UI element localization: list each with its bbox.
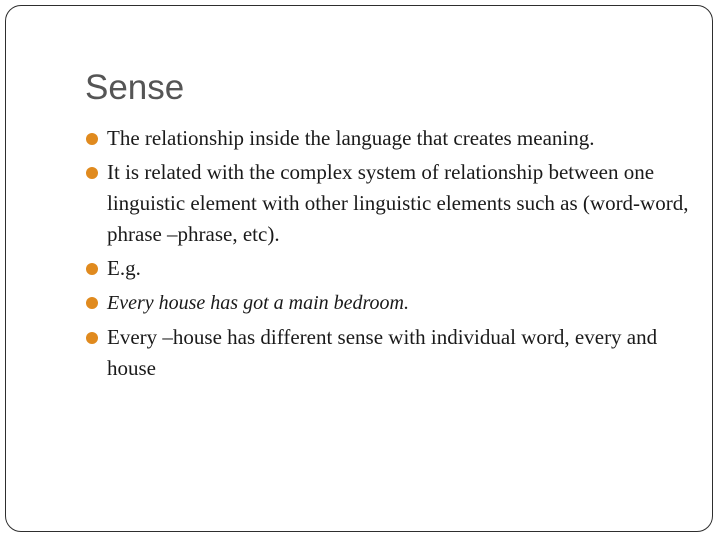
bullet-text: It is related with the complex system of relationship between one linguistic element with other linguistic elements such as (word-word, phrase –phrase, etc). (107, 160, 689, 246)
bullet-item (84, 322, 694, 384)
bullet-list (84, 123, 694, 387)
bullet-item (84, 287, 694, 319)
bullet-item (84, 157, 694, 250)
slide-title: Sense (85, 68, 185, 107)
bullet-dot-icon (86, 263, 98, 275)
bullet-item (84, 123, 694, 154)
bullet-dot-icon (86, 167, 98, 179)
bullet-text-example: Every house has got a main bedroom. (107, 292, 409, 314)
bullet-text: Every –house has different sense with individual word, every and house (107, 325, 658, 380)
bullet-item (84, 253, 694, 284)
bullet-text: The relationship inside the language that creates meaning. (107, 126, 595, 150)
bullet-text: E.g. (107, 256, 141, 280)
slide-frame (5, 5, 713, 532)
bullet-dot-icon (86, 332, 98, 344)
bullet-dot-icon (86, 297, 98, 309)
bullet-dot-icon (86, 133, 98, 145)
